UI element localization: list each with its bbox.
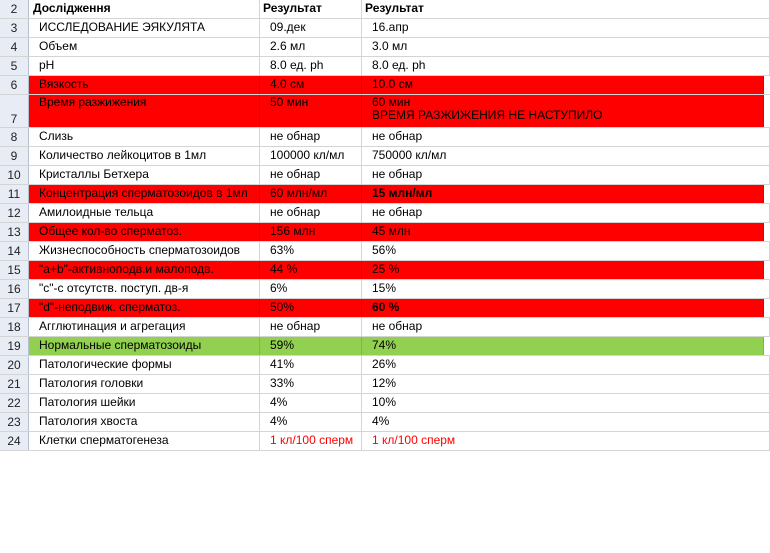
row-number[interactable]: 13	[0, 223, 29, 241]
cell-study[interactable]: Вязкость	[29, 76, 260, 94]
cell-result-2[interactable]: 8.0 ед. ph	[362, 57, 770, 75]
table-row	[0, 166, 770, 185]
cell-result-2[interactable]: 45 млн	[362, 223, 764, 241]
cell-result-1[interactable]: 100000 кл/мл	[260, 147, 362, 165]
cell-study[interactable]: Нормальные сперматозоиды	[29, 337, 260, 355]
cell-result-2[interactable]: 12%	[362, 375, 770, 393]
row-number[interactable]: 17	[0, 299, 29, 317]
cell-result-1[interactable]: 09.дек	[260, 19, 362, 37]
row-number[interactable]: 24	[0, 432, 29, 450]
cell-result-1[interactable]: 50 мин	[260, 95, 362, 127]
cell-result-1[interactable]: 50%	[260, 299, 362, 317]
cell-study[interactable]: Слизь	[29, 128, 260, 146]
cell-result-1[interactable]: 33%	[260, 375, 362, 393]
cell-result-1[interactable]: 44 %	[260, 261, 362, 279]
table-row	[0, 95, 770, 128]
cell-result-1[interactable]: 4.0 см	[260, 76, 362, 94]
cell-study[interactable]: Кристаллы Бетхера	[29, 166, 260, 184]
cell-result-2-line1: 60 мин	[372, 95, 411, 109]
header-cell-study[interactable]: Дослідження	[29, 0, 260, 18]
cell-study[interactable]: Концентрация сперматозоидов в 1мл	[29, 185, 260, 203]
cell-study[interactable]: Жизнеспособность сперматозоидов	[29, 242, 260, 260]
cell-study[interactable]: Время разжижения	[29, 95, 260, 127]
table-row	[0, 38, 770, 57]
row-number[interactable]: 3	[0, 19, 29, 37]
row-number[interactable]: 20	[0, 356, 29, 374]
cell-result-1[interactable]: 63%	[260, 242, 362, 260]
cell-result-2[interactable]: 3.0 мл	[362, 38, 770, 56]
cell-study[interactable]: Количество лейкоцитов в 1мл	[29, 147, 260, 165]
cell-study[interactable]: "a+b"-активноподв.и малоподв.	[29, 261, 260, 279]
cell-result-1[interactable]: не обнар	[260, 318, 362, 336]
table-row	[0, 375, 770, 394]
cell-result-1[interactable]: 6%	[260, 280, 362, 298]
cell-result-2[interactable]: 750000 кл/мл	[362, 147, 770, 165]
table-row	[0, 128, 770, 147]
header-row	[0, 0, 770, 19]
table-row	[0, 185, 770, 204]
row-number[interactable]: 15	[0, 261, 29, 279]
row-number[interactable]: 8	[0, 128, 29, 146]
cell-result-2[interactable]: 56%	[362, 242, 770, 260]
cell-study[interactable]: "c"-с отсутств. поступ. дв-я	[29, 280, 260, 298]
table-row	[0, 223, 770, 242]
cell-study[interactable]: ИССЛЕДОВАНИЕ ЭЯКУЛЯТА	[29, 19, 260, 37]
cell-result-2[interactable]: 25 %	[362, 261, 764, 279]
row-number[interactable]: 5	[0, 57, 29, 75]
cell-study[interactable]: Общее кол-во сперматоз.	[29, 223, 260, 241]
cell-result-2[interactable]: не обнар	[362, 204, 770, 222]
table-row	[0, 280, 770, 299]
cell-study[interactable]: Патология хвоста	[29, 413, 260, 431]
table-row	[0, 57, 770, 76]
table-row	[0, 356, 770, 375]
cell-result-2[interactable]: 15 млн/мл	[362, 185, 764, 203]
cell-result-2-line2: ВРЕМЯ РАЗЖИЖЕНИЯ НЕ НАСТУПИЛО	[372, 108, 603, 122]
row-number[interactable]: 2	[0, 0, 29, 18]
row-number[interactable]: 16	[0, 280, 29, 298]
cell-study[interactable]: Патология головки	[29, 375, 260, 393]
cell-study[interactable]: Патологические формы	[29, 356, 260, 374]
cell-result-1[interactable]: 1 кл/100 сперм	[260, 432, 362, 450]
row-number[interactable]: 12	[0, 204, 29, 222]
table-row	[0, 413, 770, 432]
row-number[interactable]: 10	[0, 166, 29, 184]
row-number[interactable]: 11	[0, 185, 29, 203]
table-row	[0, 299, 770, 318]
cell-result-2[interactable]: 74%	[362, 337, 764, 355]
table-row	[0, 147, 770, 166]
row-number[interactable]: 9	[0, 147, 29, 165]
row-number[interactable]: 22	[0, 394, 29, 412]
row-number[interactable]: 21	[0, 375, 29, 393]
table-row	[0, 242, 770, 261]
cell-result-2[interactable]: 1 кл/100 сперм	[362, 432, 770, 450]
row-number[interactable]: 6	[0, 76, 29, 94]
cell-result-1[interactable]: не обнар	[260, 128, 362, 146]
cell-study[interactable]: Клетки сперматогенеза	[29, 432, 260, 450]
cell-study[interactable]: Объем	[29, 38, 260, 56]
header-cell-result-1[interactable]: Результат	[260, 0, 362, 18]
cell-result-2[interactable]: не обнар	[362, 318, 770, 336]
table-row	[0, 318, 770, 337]
cell-result-2[interactable]: 60 %	[362, 299, 764, 317]
row-number[interactable]: 4	[0, 38, 29, 56]
cell-result-1[interactable]: 156 млн	[260, 223, 362, 241]
cell-result-2[interactable]: не обнар	[362, 128, 770, 146]
cell-result-2[interactable]: 26%	[362, 356, 770, 374]
row-number[interactable]: 7	[0, 95, 29, 127]
row-number[interactable]: 18	[0, 318, 29, 336]
cell-study[interactable]: pH	[29, 57, 260, 75]
table-row	[0, 204, 770, 223]
cell-result-1[interactable]: не обнар	[260, 166, 362, 184]
cell-result-1[interactable]: 4%	[260, 413, 362, 431]
cell-result-1[interactable]: не обнар	[260, 204, 362, 222]
cell-result-2[interactable]: 15%	[362, 280, 770, 298]
table-row	[0, 76, 770, 95]
cell-result-1[interactable]: 41%	[260, 356, 362, 374]
cell-result-2[interactable]: 10.0 см	[362, 76, 764, 94]
header-cell-result-2[interactable]: Результат	[362, 0, 770, 18]
cell-result-2[interactable]: 16.апр	[362, 19, 770, 37]
row-number[interactable]: 19	[0, 337, 29, 355]
cell-result-1[interactable]: 59%	[260, 337, 362, 355]
cell-result-2[interactable]: 10%	[362, 394, 770, 412]
cell-result-2[interactable]	[362, 95, 764, 127]
table-row	[0, 432, 770, 451]
table-row	[0, 261, 770, 280]
cell-result-1[interactable]: 60 млн/мл	[260, 185, 362, 203]
cell-result-1[interactable]: 8.0 ед. ph	[260, 57, 362, 75]
table-row	[0, 337, 770, 356]
cell-study[interactable]: Патология шейки	[29, 394, 260, 412]
table-row	[0, 394, 770, 413]
row-number[interactable]: 14	[0, 242, 29, 260]
cell-result-1[interactable]: 4%	[260, 394, 362, 412]
row-number[interactable]: 23	[0, 413, 29, 431]
cell-result-1[interactable]: 2.6 мл	[260, 38, 362, 56]
cell-result-2[interactable]: не обнар	[362, 166, 770, 184]
cell-study[interactable]: Агглютинация и агрегация	[29, 318, 260, 336]
cell-study[interactable]: "d"-неподвиж. сперматоз.	[29, 299, 260, 317]
table-row	[0, 19, 770, 38]
cell-study[interactable]: Амилоидные тельца	[29, 204, 260, 222]
cell-result-2[interactable]: 4%	[362, 413, 770, 431]
